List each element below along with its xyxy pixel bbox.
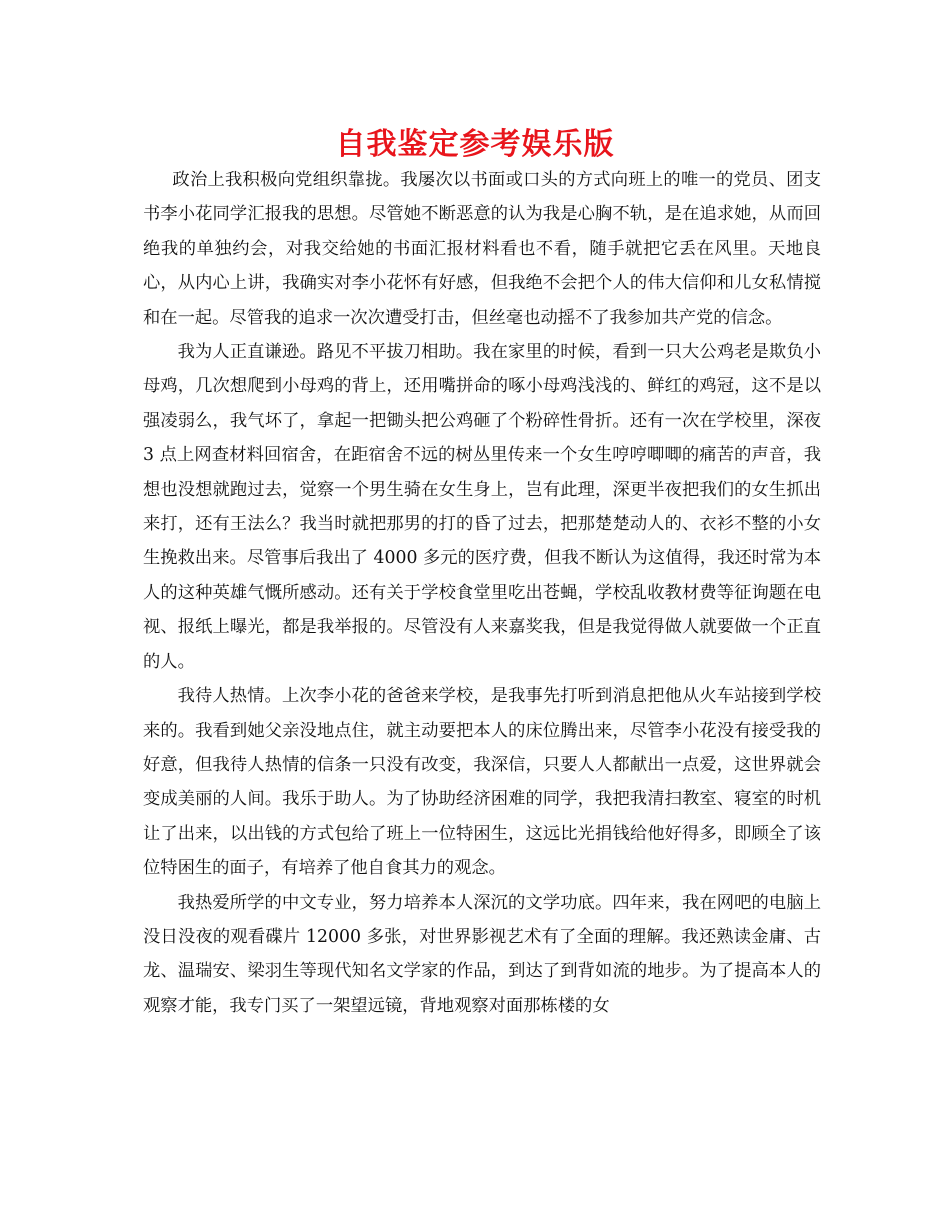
paragraph-integrity: 我为人正直谦逊。路见不平拔刀相助。我在家里的时候，看到一只大公鸡老是欺负小母鸡，几次想爬到小母鸡的背上，还用嘴拼命的啄小母鸡浅浅的、鲜红的鸡冠，这不是以强凌弱么，我气坏了，拿起一把锄头把公鸡砸了个粉碎性骨折。还有一次在学校里，深夜 3 点上网查材料回宿舍，在距宿舍不远的树丛里传来一个女生哼哼唧唧的痛苦的声音，我想也没想就跑过去，觉察一个男生骑在女生身上，岂有此理，深更半夜把我们的女生抓出来打，还有王法么？我当时就把那男的打的昏了过去，把那楚楚动人的、衣衫不整的小女生挽救出来。尽管事后我出了 4000 多元的医疗费，但我不断认为这值得，我还时常为本人的这种英雄气慨所感动。还有关于学校食堂里吃出苍蝇，学校乱收教材费等征询题在电视、报纸上曝光，都是我举报的。尽管没有人来嘉奖我，但是我觉得做人就要做一个正直的人。 [143,342,821,672]
paragraph-politics: 政治上我积极向党组织靠拢。我屡次以书面或口头的方式向班上的唯一的党员、团支书李小花同学汇报我的思想。尽管她不断恶意的认为我是心胸不轨，是在追求她，从而回绝我的单独约会，对我交给她的书面汇报材料看也不看，随手就把它丢在风里。天地良心，从内心上讲，我确实对李小花怀有好感，但我绝不会把个人的伟大信仰和儿女私情搅和在一起。尽管我的追求一次次遭受打击，但丝毫也动摇不了我参加共产党的信念。 [143,170,821,328]
paragraph-warmth: 我待人热情。上次李小花的爸爸来学校，是我事先打听到消息把他从火车站接到学校来的。我看到她父亲没地点住，就主动要把本人的床位腾出来，尽管李小花没有接受我的好意，但我待人热情的信条一只没有改变，我深信，只要人人都献出一点爱，这世界就会变成美丽的人间。我乐于助人。为了协助经济困难的同学，我把我清扫教室、寝室的时机让了出来，以出钱的方式包给了班上一位特困生，这远比光捐钱给他好得多，即顾全了该位特困生的面子，有培养了他自食其力的观念。 [143,686,821,879]
document-body [143,163,821,1023]
paragraph-major: 我热爱所学的中文专业，努力培养本人深沉的文学功底。四年来，我在网吧的电脑上没日没夜的观看碟片 12000 多张，对世界影视艺术有了全面的理解。我还熟读金庸、古龙、温瑞安、梁羽生等现代知名文学家的作品，到达了到背如流的地步。为了提高本人的观察才能，我专门买了一架望远镜，背地观察对面那栋楼的女 [143,892,821,1016]
document-title: 自我鉴定参考娱乐版 [335,127,615,162]
